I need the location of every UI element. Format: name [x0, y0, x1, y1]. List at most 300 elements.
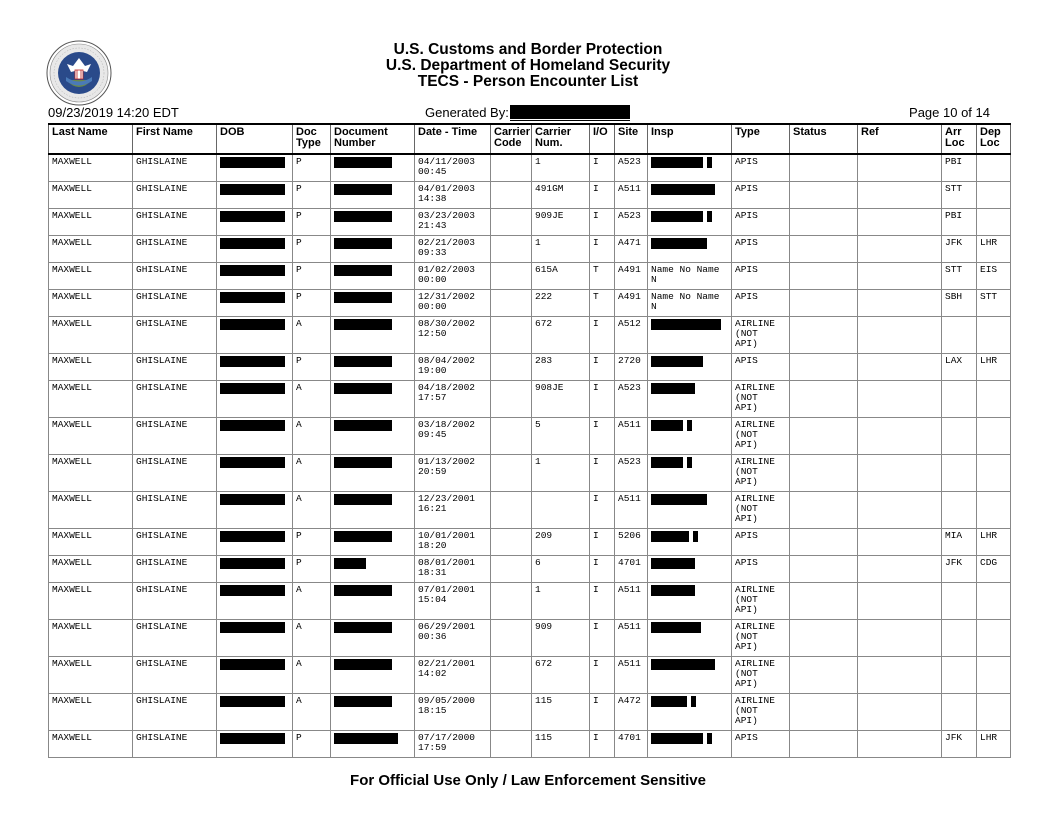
document-number-cell — [331, 730, 415, 757]
dob-cell — [217, 619, 293, 656]
insp-text: Name No Name N — [651, 290, 720, 312]
io-cell: I — [590, 619, 615, 656]
arr-loc-cell — [942, 454, 977, 491]
site-cell: A523 — [615, 380, 648, 417]
first-name-cell: GHISLAINE — [133, 353, 217, 380]
report-datetime: 09/23/2019 14:20 EDT — [48, 105, 179, 120]
arr-loc-cell — [942, 693, 977, 730]
dob-cell — [217, 380, 293, 417]
col-type: Type — [732, 124, 790, 154]
io-cell: I — [590, 491, 615, 528]
carrier-num-cell: 909JE — [532, 208, 590, 235]
insp-redaction — [651, 184, 715, 195]
date-time-cell: 09/05/2000 18:15 — [415, 693, 491, 730]
doc-type-cell: A — [293, 491, 331, 528]
carrier-code-cell — [491, 316, 532, 353]
first-name-cell: GHISLAINE — [133, 528, 217, 555]
table-row — [49, 154, 1011, 181]
date-time-cell: 08/04/2002 19:00 — [415, 353, 491, 380]
arr-loc-cell: SBH — [942, 289, 977, 316]
dob-redaction — [220, 420, 285, 431]
status-cell — [790, 208, 858, 235]
dob-cell — [217, 181, 293, 208]
arr-loc-cell: LAX — [942, 353, 977, 380]
status-cell — [790, 380, 858, 417]
date-time-cell: 03/23/2003 21:43 — [415, 208, 491, 235]
doc-type-cell: P — [293, 528, 331, 555]
document-number-redaction — [334, 457, 392, 468]
document-number-redaction — [334, 420, 392, 431]
type-cell: AIRLINE (NOT API) — [732, 316, 790, 353]
arr-loc-cell — [942, 380, 977, 417]
table-row — [49, 555, 1011, 582]
last-name-cell: MAXWELL — [49, 380, 133, 417]
document-number-redaction — [334, 494, 392, 505]
status-cell — [790, 693, 858, 730]
dob-cell — [217, 235, 293, 262]
io-cell: I — [590, 454, 615, 491]
site-cell: 5206 — [615, 528, 648, 555]
dep-loc-cell: LHR — [977, 730, 1011, 757]
insp-cell — [648, 582, 732, 619]
report-title-block — [0, 42, 1056, 90]
dob-redaction — [220, 659, 285, 670]
insp-cell — [648, 154, 732, 181]
doc-type-cell: P — [293, 154, 331, 181]
type-cell: APIS — [732, 154, 790, 181]
doc-type-cell: P — [293, 262, 331, 289]
type-cell: AIRLINE (NOT API) — [732, 693, 790, 730]
ref-cell — [858, 380, 942, 417]
type-cell: AIRLINE (NOT API) — [732, 619, 790, 656]
site-cell: A512 — [615, 316, 648, 353]
col-dep-loc: Dep Loc — [977, 124, 1011, 154]
table-row — [49, 582, 1011, 619]
ref-cell — [858, 235, 942, 262]
carrier-code-cell — [491, 208, 532, 235]
dep-loc-cell — [977, 693, 1011, 730]
insp-cell — [648, 693, 732, 730]
carrier-code-cell — [491, 353, 532, 380]
table-row — [49, 693, 1011, 730]
insp-redaction — [651, 585, 695, 596]
document-number-cell — [331, 656, 415, 693]
carrier-num-cell — [532, 491, 590, 528]
arr-loc-cell — [942, 619, 977, 656]
table-row — [49, 454, 1011, 491]
col-doc-type: Doc Type — [293, 124, 331, 154]
last-name-cell: MAXWELL — [49, 555, 133, 582]
dob-redaction — [220, 383, 285, 394]
arr-loc-cell — [942, 417, 977, 454]
io-cell: I — [590, 693, 615, 730]
first-name-cell: GHISLAINE — [133, 289, 217, 316]
date-time-cell: 01/02/2003 00:00 — [415, 262, 491, 289]
carrier-num-cell: 672 — [532, 316, 590, 353]
site-cell: A491 — [615, 262, 648, 289]
carrier-num-cell: 1 — [532, 154, 590, 181]
col-io: I/O — [590, 124, 615, 154]
status-cell — [790, 154, 858, 181]
site-cell: A511 — [615, 582, 648, 619]
last-name-cell: MAXWELL — [49, 289, 133, 316]
carrier-num-cell: 115 — [532, 693, 590, 730]
dob-redaction — [220, 494, 285, 505]
ref-cell — [858, 582, 942, 619]
dob-redaction — [220, 356, 285, 367]
col-date-time: Date - Time — [415, 124, 491, 154]
type-cell: APIS — [732, 528, 790, 555]
department-title: U.S. Department of Homeland Security — [385, 57, 671, 74]
col-site: Site — [615, 124, 648, 154]
document-number-cell — [331, 693, 415, 730]
insp-cell — [648, 181, 732, 208]
last-name-cell: MAXWELL — [49, 208, 133, 235]
io-cell: I — [590, 316, 615, 353]
report-title: TECS - Person Encounter List — [417, 73, 639, 90]
document-number-redaction — [334, 622, 392, 633]
doc-type-cell: A — [293, 619, 331, 656]
last-name-cell: MAXWELL — [49, 656, 133, 693]
ref-cell — [858, 730, 942, 757]
carrier-num-cell: 1 — [532, 235, 590, 262]
document-number-redaction — [334, 292, 392, 303]
dep-loc-cell — [977, 380, 1011, 417]
dob-cell — [217, 491, 293, 528]
document-number-cell — [331, 208, 415, 235]
carrier-code-cell — [491, 693, 532, 730]
col-last-name: Last Name — [49, 124, 133, 154]
generated-by-redaction — [510, 105, 630, 119]
last-name-cell: MAXWELL — [49, 730, 133, 757]
carrier-code-cell — [491, 491, 532, 528]
date-time-cell: 04/11/2003 00:45 — [415, 154, 491, 181]
dob-redaction — [220, 457, 285, 468]
last-name-cell: MAXWELL — [49, 262, 133, 289]
type-cell: APIS — [732, 353, 790, 380]
table-row — [49, 730, 1011, 757]
status-cell — [790, 491, 858, 528]
doc-type-cell: A — [293, 656, 331, 693]
type-cell: APIS — [732, 555, 790, 582]
io-cell: T — [590, 262, 615, 289]
insp-cell — [648, 316, 732, 353]
insp-redaction — [651, 659, 715, 670]
carrier-num-cell: 672 — [532, 656, 590, 693]
status-cell — [790, 262, 858, 289]
dep-loc-cell — [977, 417, 1011, 454]
document-number-cell — [331, 353, 415, 380]
carrier-num-cell: 1 — [532, 454, 590, 491]
insp-cell — [648, 730, 732, 757]
col-dob: DOB — [217, 124, 293, 154]
dep-loc-cell — [977, 154, 1011, 181]
table-row — [49, 417, 1011, 454]
insp-cell — [648, 235, 732, 262]
date-time-cell: 12/23/2001 16:21 — [415, 491, 491, 528]
site-cell: 4701 — [615, 555, 648, 582]
document-number-cell — [331, 491, 415, 528]
type-cell: AIRLINE (NOT API) — [732, 454, 790, 491]
document-number-redaction — [334, 585, 392, 596]
document-number-cell — [331, 582, 415, 619]
document-number-cell — [331, 316, 415, 353]
status-cell — [790, 454, 858, 491]
dob-redaction — [220, 157, 285, 168]
document-number-redaction — [334, 383, 392, 394]
first-name-cell: GHISLAINE — [133, 730, 217, 757]
dob-redaction — [220, 292, 285, 303]
insp-cell — [648, 262, 732, 289]
insp-text: Name No Name N — [651, 263, 720, 285]
insp-cell — [648, 555, 732, 582]
arr-loc-cell — [942, 491, 977, 528]
insp-redaction — [651, 733, 712, 744]
type-cell: APIS — [732, 262, 790, 289]
arr-loc-cell — [942, 656, 977, 693]
dep-loc-cell — [977, 208, 1011, 235]
carrier-code-cell — [491, 417, 532, 454]
insp-cell — [648, 380, 732, 417]
doc-type-cell: P — [293, 181, 331, 208]
table-row — [49, 380, 1011, 417]
date-time-cell: 08/01/2001 18:31 — [415, 555, 491, 582]
carrier-code-cell — [491, 555, 532, 582]
col-arr-loc: Arr Loc — [942, 124, 977, 154]
carrier-num-cell: 909 — [532, 619, 590, 656]
dob-cell — [217, 289, 293, 316]
dob-redaction — [220, 622, 285, 633]
carrier-code-cell — [491, 235, 532, 262]
last-name-cell: MAXWELL — [49, 619, 133, 656]
last-name-cell: MAXWELL — [49, 693, 133, 730]
carrier-code-cell — [491, 181, 532, 208]
document-number-redaction — [334, 531, 392, 542]
arr-loc-cell — [942, 316, 977, 353]
type-cell: APIS — [732, 208, 790, 235]
dep-loc-cell: EIS — [977, 262, 1011, 289]
arr-loc-cell — [942, 582, 977, 619]
ref-cell — [858, 316, 942, 353]
ref-cell — [858, 693, 942, 730]
status-cell — [790, 181, 858, 208]
io-cell: I — [590, 353, 615, 380]
document-number-cell — [331, 154, 415, 181]
last-name-cell: MAXWELL — [49, 417, 133, 454]
last-name-cell: MAXWELL — [49, 454, 133, 491]
dob-cell — [217, 154, 293, 181]
status-cell — [790, 582, 858, 619]
type-cell: APIS — [732, 289, 790, 316]
carrier-num-cell: 209 — [532, 528, 590, 555]
insp-redaction — [651, 558, 695, 569]
dob-redaction — [220, 531, 285, 542]
doc-type-cell: P — [293, 235, 331, 262]
io-cell: I — [590, 181, 615, 208]
dob-cell — [217, 693, 293, 730]
dep-loc-cell — [977, 316, 1011, 353]
arr-loc-cell: JFK — [942, 555, 977, 582]
dob-redaction — [220, 585, 285, 596]
date-time-cell: 04/18/2002 17:57 — [415, 380, 491, 417]
type-cell: AIRLINE (NOT API) — [732, 417, 790, 454]
first-name-cell: GHISLAINE — [133, 693, 217, 730]
date-time-cell: 07/01/2001 15:04 — [415, 582, 491, 619]
type-cell: AIRLINE (NOT API) — [732, 656, 790, 693]
date-time-cell: 08/30/2002 12:50 — [415, 316, 491, 353]
carrier-num-cell: 115 — [532, 730, 590, 757]
dep-loc-cell: LHR — [977, 353, 1011, 380]
dep-loc-cell — [977, 619, 1011, 656]
date-time-cell: 02/21/2003 09:33 — [415, 235, 491, 262]
carrier-code-cell — [491, 730, 532, 757]
doc-type-cell: P — [293, 208, 331, 235]
dob-redaction — [220, 184, 285, 195]
generated-by-label: Generated By: — [425, 105, 509, 120]
dep-loc-cell — [977, 656, 1011, 693]
dep-loc-cell — [977, 491, 1011, 528]
last-name-cell: MAXWELL — [49, 528, 133, 555]
table-row — [49, 491, 1011, 528]
first-name-cell: GHISLAINE — [133, 208, 217, 235]
table-row — [49, 619, 1011, 656]
insp-redaction — [651, 457, 692, 468]
carrier-num-cell: 222 — [532, 289, 590, 316]
last-name-cell: MAXWELL — [49, 181, 133, 208]
io-cell: I — [590, 417, 615, 454]
carrier-code-cell — [491, 454, 532, 491]
ref-cell — [858, 262, 942, 289]
dep-loc-cell: CDG — [977, 555, 1011, 582]
encounter-table — [48, 123, 1011, 758]
status-cell — [790, 619, 858, 656]
date-time-cell: 01/13/2002 20:59 — [415, 454, 491, 491]
col-carrier-code: Carrier Code — [491, 124, 532, 154]
carrier-code-cell — [491, 289, 532, 316]
doc-type-cell: P — [293, 353, 331, 380]
document-number-redaction — [334, 265, 392, 276]
first-name-cell: GHISLAINE — [133, 582, 217, 619]
io-cell: I — [590, 154, 615, 181]
carrier-code-cell — [491, 380, 532, 417]
insp-cell — [648, 619, 732, 656]
first-name-cell: GHISLAINE — [133, 555, 217, 582]
arr-loc-cell: STT — [942, 181, 977, 208]
table-row — [49, 208, 1011, 235]
carrier-num-cell: 6 — [532, 555, 590, 582]
doc-type-cell: P — [293, 555, 331, 582]
ref-cell — [858, 353, 942, 380]
dep-loc-cell — [977, 454, 1011, 491]
insp-cell — [648, 289, 732, 316]
col-insp: Insp — [648, 124, 732, 154]
type-cell: APIS — [732, 730, 790, 757]
carrier-code-cell — [491, 656, 532, 693]
first-name-cell: GHISLAINE — [133, 316, 217, 353]
table-row — [49, 353, 1011, 380]
document-number-redaction — [334, 319, 392, 330]
doc-type-cell: A — [293, 454, 331, 491]
document-number-redaction — [334, 558, 366, 569]
ref-cell — [858, 454, 942, 491]
date-time-cell: 07/17/2000 17:59 — [415, 730, 491, 757]
first-name-cell: GHISLAINE — [133, 262, 217, 289]
dob-redaction — [220, 211, 285, 222]
first-name-cell: GHISLAINE — [133, 656, 217, 693]
carrier-code-cell — [491, 582, 532, 619]
site-cell: A511 — [615, 619, 648, 656]
type-cell: APIS — [732, 181, 790, 208]
date-time-cell: 10/01/2001 18:20 — [415, 528, 491, 555]
last-name-cell: MAXWELL — [49, 154, 133, 181]
dob-cell — [217, 454, 293, 491]
ref-cell — [858, 528, 942, 555]
io-cell: I — [590, 656, 615, 693]
table-row — [49, 235, 1011, 262]
carrier-num-cell: 491GM — [532, 181, 590, 208]
document-number-cell — [331, 528, 415, 555]
ref-cell — [858, 417, 942, 454]
ref-cell — [858, 208, 942, 235]
col-carrier-num: Carrier Num. — [532, 124, 590, 154]
doc-type-cell: A — [293, 380, 331, 417]
io-cell: I — [590, 380, 615, 417]
doc-type-cell: A — [293, 582, 331, 619]
status-cell — [790, 417, 858, 454]
agency-title: U.S. Customs and Border Protection — [393, 41, 663, 58]
site-cell: A511 — [615, 417, 648, 454]
doc-type-cell: A — [293, 417, 331, 454]
table-row — [49, 262, 1011, 289]
dob-redaction — [220, 733, 285, 744]
dob-cell — [217, 417, 293, 454]
last-name-cell: MAXWELL — [49, 353, 133, 380]
document-number-redaction — [334, 211, 392, 222]
dob-cell — [217, 555, 293, 582]
insp-redaction — [651, 696, 696, 707]
insp-redaction — [651, 420, 692, 431]
dob-cell — [217, 353, 293, 380]
document-number-cell — [331, 289, 415, 316]
ref-cell — [858, 491, 942, 528]
dep-loc-cell — [977, 582, 1011, 619]
table-row — [49, 289, 1011, 316]
dob-redaction — [220, 319, 285, 330]
carrier-num-cell: 615A — [532, 262, 590, 289]
dob-cell — [217, 528, 293, 555]
insp-redaction — [651, 238, 707, 249]
first-name-cell: GHISLAINE — [133, 380, 217, 417]
insp-cell — [648, 528, 732, 555]
status-cell — [790, 316, 858, 353]
carrier-num-cell: 5 — [532, 417, 590, 454]
document-number-redaction — [334, 238, 392, 249]
table-row — [49, 656, 1011, 693]
col-status: Status — [790, 124, 858, 154]
dob-redaction — [220, 558, 285, 569]
ref-cell — [858, 619, 942, 656]
carrier-code-cell — [491, 619, 532, 656]
first-name-cell: GHISLAINE — [133, 235, 217, 262]
site-cell: 4701 — [615, 730, 648, 757]
dep-loc-cell: LHR — [977, 235, 1011, 262]
document-number-cell — [331, 555, 415, 582]
date-time-cell: 12/31/2002 00:00 — [415, 289, 491, 316]
carrier-code-cell — [491, 528, 532, 555]
ref-cell — [858, 181, 942, 208]
dob-cell — [217, 582, 293, 619]
date-time-cell: 02/21/2001 14:02 — [415, 656, 491, 693]
